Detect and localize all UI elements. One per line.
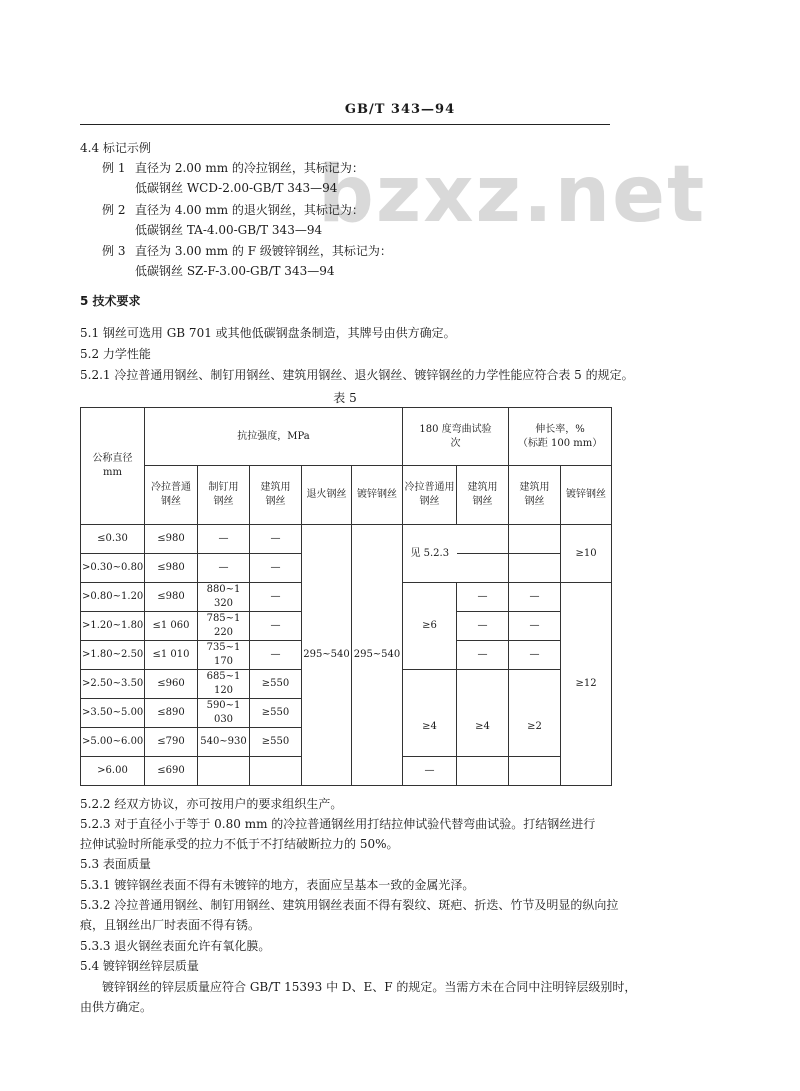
cell-cold: ≤690 — [145, 757, 198, 786]
section-5-3-2-line1: 5.3.2 冷拉普通用钢丝、制钉用钢丝、建筑用钢丝表面不得有裂纹、斑疤、折迭、竹节及明显的纵向拉 — [80, 898, 619, 912]
header-nail: 制钉用 钢丝 — [198, 466, 250, 525]
cell-el-build: — — [509, 641, 561, 670]
section-5-3-1: 5.3.1 镀锌钢丝表面不得有未镀锌的地方，表面应呈基本一致的金属光泽。 — [80, 878, 475, 892]
cell-diameter: >3.50~5.00 — [81, 699, 145, 728]
cell-build: — — [250, 641, 302, 670]
section-5-2-2: 5.2.2 经双方协议，亦可按用户的要求组织生产。 — [80, 797, 343, 811]
cell-build: — — [250, 583, 302, 612]
cell-build: — — [250, 525, 302, 554]
cell-bend-build-empty — [457, 757, 509, 786]
example-1-label: 例 1 — [102, 161, 126, 175]
cell-nail: 880~1 320 — [198, 583, 250, 612]
section-5-3: 5.3 表面质量 — [80, 857, 151, 871]
table-caption: 表 5 — [333, 391, 357, 405]
example-2-mark: 低碳钢丝 TA-4.00-GB/T 343—94 — [135, 223, 323, 237]
cell-nail — [198, 757, 250, 786]
section-5-2-3-line1: 5.2.3 对于直径小于等于 0.80 mm 的冷拉普通钢丝用打结拉伸试验代替弯曲试验。打结钢丝进行 — [80, 817, 596, 831]
section-5-3-3: 5.3.3 退火钢丝表面允许有氧化膜。 — [80, 939, 271, 953]
cell-bend-build-empty — [457, 525, 509, 554]
header-rule — [80, 124, 610, 125]
cell-bend-build-gap — [457, 670, 509, 699]
example-3-text: 直径为 3.00 mm 的 F 级镀锌钢丝，其标记为： — [135, 244, 392, 258]
cell-el-build-empty — [509, 757, 561, 786]
cell-el-build-empty — [509, 554, 561, 583]
page-header: GB/T 343—94 — [344, 102, 456, 117]
cell-cold: ≤1 010 — [145, 641, 198, 670]
section-4-4-title: 4.4 标记示例 — [80, 141, 151, 155]
header-cold-common: 冷拉普通 钢丝 — [145, 466, 198, 525]
section-5-4-line1: 镀锌钢丝的锌层质量应符合 GB/T 15393 中 D、E、F 的规定。当需方未在合同中注明锌层级别时， — [102, 980, 637, 994]
watermark: bzxz.net — [318, 150, 707, 240]
section-5-2: 5.2 力学性能 — [80, 347, 151, 361]
cell-el-galv-12: ≥12 — [561, 583, 612, 786]
cell-build: — — [250, 554, 302, 583]
cell-bend-cold-gap — [403, 670, 457, 699]
cell-nail: 785~1 220 — [198, 612, 250, 641]
cell-bend-build: — — [457, 583, 509, 612]
example-2-label: 例 2 — [102, 203, 126, 217]
cell-bend-cold-dash: — — [403, 757, 457, 786]
cell-cold: ≤980 — [145, 554, 198, 583]
example-2-text: 直径为 4.00 mm 的退火钢丝，其标记为： — [135, 203, 364, 217]
header-bend-cold: 冷拉普通用 钢丝 — [403, 466, 457, 525]
cell-diameter: >5.00~6.00 — [81, 728, 145, 757]
section-5-2-1: 5.2.1 冷拉普通用钢丝、制钉用钢丝、建筑用钢丝、退火钢丝、镀锌钢丝的力学性能应符合表 5 的规定。 — [80, 368, 634, 382]
cell-cold: ≤980 — [145, 583, 198, 612]
cell-nail: — — [198, 554, 250, 583]
header-bend-build: 建筑用 钢丝 — [457, 466, 509, 525]
section-5-3-2-line2: 痕，且钢丝出厂时表面不得有锈。 — [80, 918, 261, 932]
table-row — [81, 525, 612, 554]
cell-diameter: >2.50~3.50 — [81, 670, 145, 699]
cell-nail: — — [198, 525, 250, 554]
cell-el-build-gap — [509, 670, 561, 699]
section-5-2-3-line2: 拉伸试验时所能承受的拉力不低于不打结破断拉力的 50%。 — [80, 837, 399, 851]
cell-diameter: >0.80~1.20 — [81, 583, 145, 612]
cell-cold: ≤790 — [145, 728, 198, 757]
cell-el-build-empty — [509, 525, 561, 554]
cell-diameter: >1.20~1.80 — [81, 612, 145, 641]
section-5-4: 5.4 镀锌钢丝锌层质量 — [80, 959, 199, 973]
header-diameter: 公称直径 mm — [81, 408, 145, 525]
cell-diameter: >6.00 — [81, 757, 145, 786]
cell-build: ≥550 — [250, 699, 302, 728]
cell-anneal: 295~540 — [302, 525, 352, 786]
example-1-text: 直径为 2.00 mm 的冷拉钢丝，其标记为： — [135, 161, 364, 175]
header-build: 建筑用 钢丝 — [250, 466, 302, 525]
cell-build: ≥550 — [250, 728, 302, 757]
cell-el-galv-10: ≥10 — [561, 525, 612, 583]
header-elongation: 伸长率，% （标距 100 mm） — [509, 408, 612, 466]
cell-bend-see: 见 5.2.3 — [403, 525, 457, 583]
cell-cold: ≤980 — [145, 525, 198, 554]
example-1-mark: 低碳钢丝 WCD-2.00-GB/T 343—94 — [135, 181, 338, 195]
section-5-1: 5.1 钢丝可选用 GB 701 或其他低碳钢盘条制造，其牌号由供方确定。 — [80, 326, 456, 340]
cell-bend-build: — — [457, 641, 509, 670]
cell-diameter: >0.30~0.80 — [81, 554, 145, 583]
cell-el-build: — — [509, 583, 561, 612]
cell-el-build-2: ≥2 — [509, 699, 561, 757]
cell-bend-build-empty — [457, 554, 509, 583]
cell-cold: ≤960 — [145, 670, 198, 699]
header-el-galv: 镀锌钢丝 — [561, 466, 612, 525]
table-5 — [80, 407, 612, 786]
header-el-build: 建筑用 钢丝 — [509, 466, 561, 525]
header-bend: 180 度弯曲试验 次 — [403, 408, 509, 466]
example-3-label: 例 3 — [102, 244, 126, 258]
cell-el-build: — — [509, 612, 561, 641]
cell-cold: ≤1 060 — [145, 612, 198, 641]
cell-bend-cold-6: ≥6 — [403, 583, 457, 670]
cell-nail: 685~1 120 — [198, 670, 250, 699]
cell-bend-build-4: ≥4 — [457, 699, 509, 757]
header-galv: 镀锌钢丝 — [352, 466, 403, 525]
example-3-mark: 低碳钢丝 SZ-F-3.00-GB/T 343—94 — [135, 264, 335, 278]
cell-build: — — [250, 612, 302, 641]
cell-nail: 735~1 170 — [198, 641, 250, 670]
cell-diameter: ≤0.30 — [81, 525, 145, 554]
cell-galv: 295~540 — [352, 525, 403, 786]
cell-diameter: >1.80~2.50 — [81, 641, 145, 670]
cell-cold: ≤890 — [145, 699, 198, 728]
section-5-title: 5 技术要求 — [80, 294, 141, 308]
header-anneal: 退火钢丝 — [302, 466, 352, 525]
cell-nail: 590~1 030 — [198, 699, 250, 728]
header-tensile: 抗拉强度，MPa — [145, 408, 403, 466]
cell-build: ≥550 — [250, 670, 302, 699]
cell-bend-cold-4: ≥4 — [403, 699, 457, 757]
cell-nail: 540~930 — [198, 728, 250, 757]
section-5-4-line2: 由供方确定。 — [80, 1000, 153, 1014]
cell-build — [250, 757, 302, 786]
cell-bend-build: — — [457, 612, 509, 641]
